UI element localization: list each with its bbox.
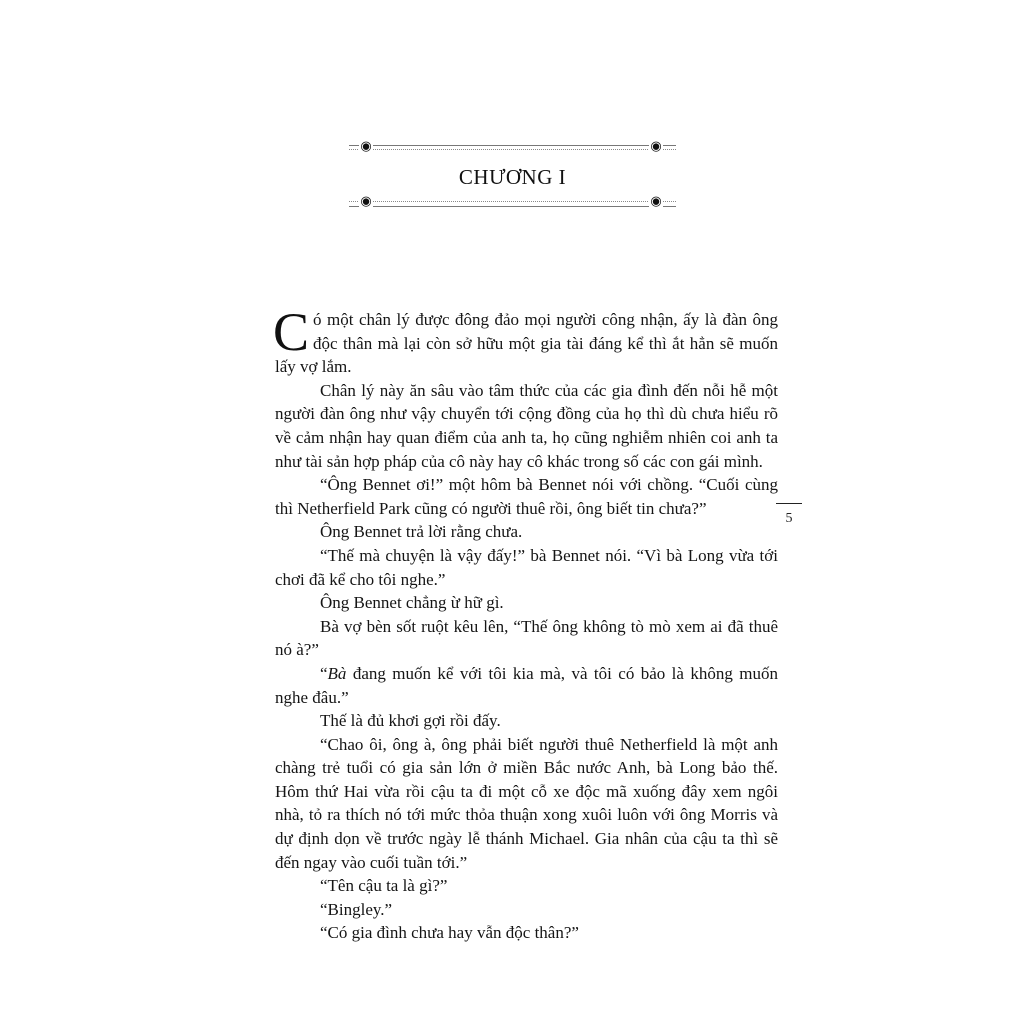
paragraph: Ông Bennet chẳng ừ hữ gì. — [320, 593, 504, 613]
paragraph: “Bingley.” — [320, 899, 393, 919]
frame-bottom-dotted-rule — [349, 201, 676, 202]
paragraph: Chân lý này ăn sâu vào tâm thức của các gia đình đến nỗi hễ một người đàn ông như vậy chuyển tới cộng đồng của họ thì dù chưa hiểu rõ về cảm nhận hay quan điểm của anh ta, họ cũng nghiễm nhiên coi anh ta như tài sản hợp pháp của cô này hay cô khác trong số các con gái mình. — [275, 380, 778, 471]
paragraph: Bà vợ bèn sốt ruột kêu lên, “Thế ông không tò mò xem ai đã thuê nó à?” — [275, 616, 778, 660]
page-number-marker — [776, 503, 802, 527]
swirl-ornament-icon: ◉ — [360, 139, 372, 154]
page-number-rule — [776, 503, 802, 504]
body-text — [273, 302, 778, 945]
paragraph: Thế là đủ khơi gợi rồi đấy. — [320, 711, 501, 731]
paragraph: “Ông Bennet ơi!” một hôm bà Bennet nói với chồng. “Cuối cùng thì Netherfield Park cũng có người thuê rồi, ông biết tin chưa?” — [275, 475, 778, 518]
frame-bottom-rule — [349, 206, 676, 207]
swirl-ornament-icon: ◉ — [360, 194, 372, 209]
paragraph: “Tên cậu ta là gì?” — [320, 876, 448, 896]
chapter-heading-frame — [349, 139, 676, 209]
frame-top-rule — [349, 145, 676, 146]
swirl-ornament-icon: ◉ — [650, 194, 662, 209]
emphasis: Bà — [327, 663, 347, 683]
paragraph: Có một chân lý được đông đảo mọi người công nhận, ấy là đàn ông độc thân mà lại còn sở hữu một gia tài đáng kể thì ắt hẳn sẽ muốn lấy vợ lắm. — [273, 302, 778, 377]
paragraph: “Chao ôi, ông à, ông phải biết người thuê Netherfield là một anh chàng trẻ tuổi có gia sản lớn ở miền Bắc nước Anh, bà Long bảo thế. Hôm thứ Hai vừa rồi cậu ta đi một cỗ xe độc mã xuống đây xem ngôi nhà, tỏ ra thích nó tới mức thỏa thuận xong xuôi luôn với ông Morris và dự định dọn về trước ngày lễ thánh Michael. Gia nhân của cậu ta thì sẽ đến ngay vào cuối tuần tới.” — [275, 734, 778, 872]
page-number: 5 — [785, 511, 793, 526]
chapter-title: CHƯƠNG I — [458, 165, 567, 189]
paragraph: “Có gia đình chưa hay vẫn độc thân?” — [320, 923, 579, 943]
paragraph: Ông Bennet trả lời rằng chưa. — [320, 522, 523, 542]
frame-top-dotted-rule — [349, 149, 676, 150]
drop-cap: C — [273, 302, 310, 362]
swirl-ornament-icon: ◉ — [650, 139, 662, 154]
paragraph: “Bà đang muốn kể với tôi kia mà, và tôi có bảo là không muốn nghe đâu.” — [275, 663, 778, 707]
paragraph: “Thế mà chuyện là vậy đấy!” bà Bennet nói. “Vì bà Long vừa tới chơi đã kể cho tôi nghe.” — [275, 545, 778, 589]
